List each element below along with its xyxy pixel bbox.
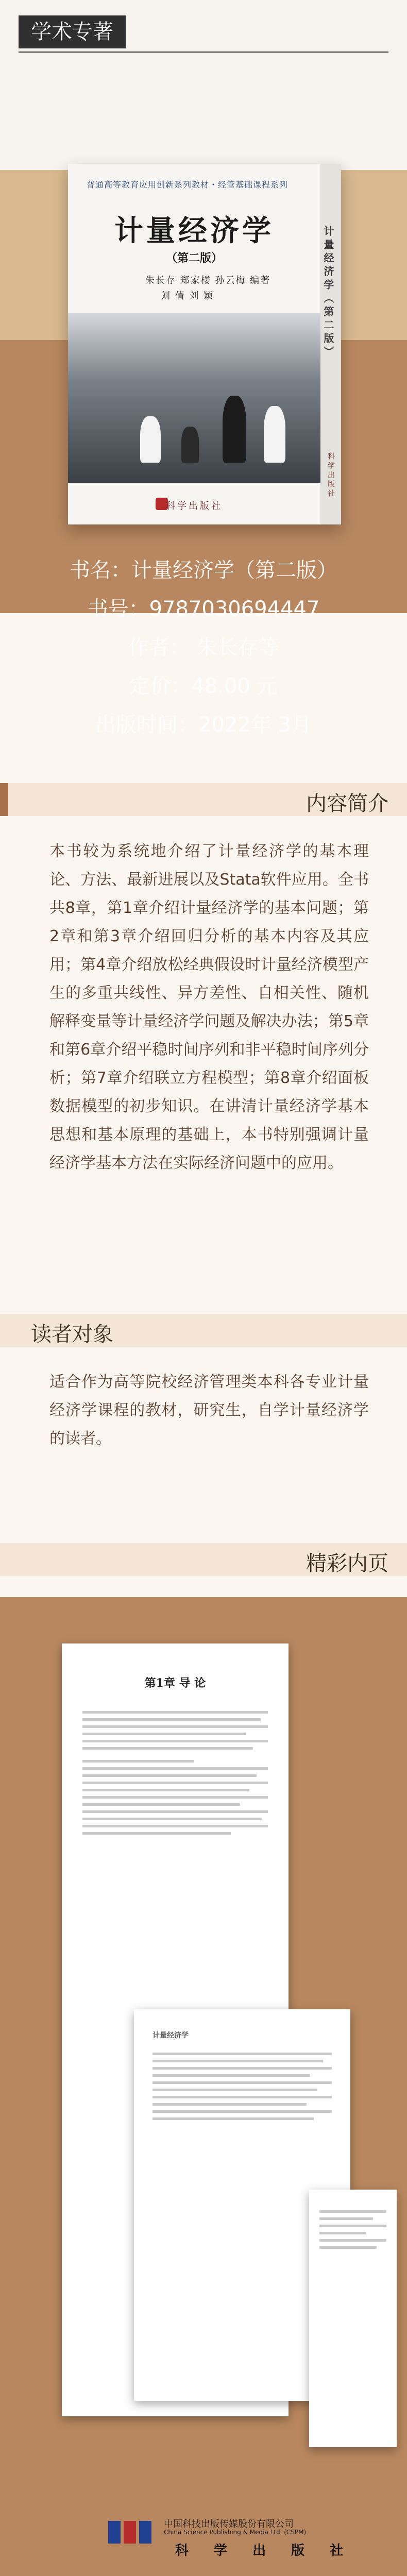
footer-group-name: 中国科技出版传媒股份有限公司 (164, 2519, 294, 2530)
spine-title: 计量经济学（第二版） (322, 226, 334, 360)
book-cover-authors: 朱长存 郑家楼 孙云梅 编著 (145, 275, 271, 286)
audience-text: 适合作为高等院校经济管理类本科各专业计量经济学课程的教材，研究生，自学计量经济学的读者。 (49, 1373, 369, 1448)
book-price: 定价：48.00 元 (129, 674, 278, 698)
intro-accent-bar (0, 783, 8, 816)
spine-publisher: 科学出版社 (327, 452, 335, 499)
book-isbn: 书号：9787030694447 (87, 597, 320, 621)
book-cover-authors-2: 刘 倩 刘 颖 (161, 291, 214, 301)
chess-piece (223, 396, 246, 463)
book-cover-edition: （第二版） (165, 252, 223, 265)
book-cover (68, 164, 341, 524)
chess-piece (181, 427, 199, 463)
intro-text: 本书较为系统地介绍了计量经济学的基本理论、方法、最新进展以及Stata软件应用。全书共8章，第1章介绍计量经济学的基本问题；第2章和第3章介绍回归分析的基本内容及其应用；第4章介绍放松经典假设时计量经济模型产生的多重共线性、异方差性、自相关性、随机解释变量等计量经济学问题及解决办法；第5章和第6章介绍平稳时间序列和非平稳时间序列分析；第7章介绍联立方程模型；第8章介绍面板数据模型的初步知识。在讲清计量经济学基本思想和基本原理的基础上，本书特别强调计量经济学基本方法在实际经济问题中的应用。 (49, 842, 369, 1172)
chess-piece (264, 406, 285, 463)
category-label: 学术专著 (19, 15, 126, 48)
book-cover-publisher: 科学出版社 (166, 501, 223, 512)
book-date: 出版时间：2022年 3月 (95, 713, 312, 737)
book-series: 普通高等教育应用创新系列教材・经管基础课程系列 (87, 180, 289, 190)
sample-page-3 (309, 2190, 397, 2447)
book-author: 作者： 朱长存等 (128, 636, 279, 659)
book-spine (320, 164, 341, 524)
footer-publisher: 科 学 出 版 社 (175, 2543, 354, 2558)
sample-page-heading: 第1章 导 论 (144, 1676, 206, 1690)
header-underline (19, 52, 388, 53)
chess-piece (140, 416, 161, 463)
intro-title: 内容简介 (306, 792, 388, 816)
audience-title: 读者对象 (31, 1323, 113, 1346)
cspm-logo-icon (108, 2517, 160, 2548)
sample-page-running-head: 计量经济学 (152, 2031, 189, 2040)
excerpt-title: 精彩内页 (306, 1552, 388, 1575)
book-cover-title: 计量经济学 (114, 214, 274, 248)
book-name: 书名：计量经济学（第二版） (70, 558, 337, 582)
chess-photo (68, 313, 320, 483)
footer-group-english: China Science Publishing & Media Ltd. (CSPM) (164, 2529, 307, 2536)
